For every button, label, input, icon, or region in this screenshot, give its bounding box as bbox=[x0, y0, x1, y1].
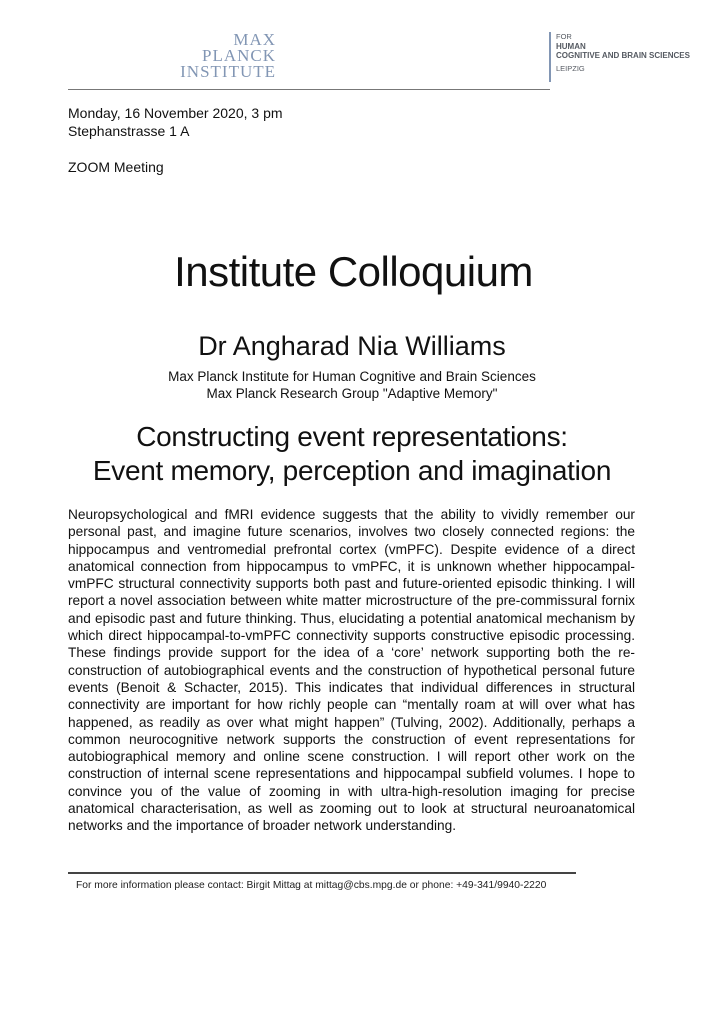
logo-cognitive: COGNITIVE AND BRAIN SCIENCES bbox=[556, 51, 690, 60]
header-divider bbox=[68, 89, 550, 90]
logo-leipzig: LEIPZIG bbox=[556, 63, 585, 73]
abstract-text: Neuropsychological and fMRI evidence suggests that the ability to vividly remember our personal past, and imagine future scenarios, involves two closely connected regions: the hippocampus and ventromedial prefrontal cortex (vmPFC). Despite evidence of a direct anatomical connection from hippocampus to vmPFC, it is unknown whether hippocampal-vmPFC structural connectivity supports both past and future-oriented episodic thinking. I will report a novel association between white matter microstructure of the pre-commissural fornix and episodic past and future thinking. Thus, elucidating a potential anatomical mechanism by which direct hippocampal-to-vmPFC connectivity supports constructive episodic processing. These findings provide support for the idea of a ‘core’ network supporting both the re-construction of autobiographical events and the construction of hypothetical personal future events (Benoit & Schacter, 2015). This indicates that individual differences in structural connectivity are important for how richly people can “mentally roam at will over what has happened, as readily as over what might happen” (Tulving, 2002). Additionally, perhaps a common neurocognitive network supports the construction of event representations for autobiographical memory and online scene construction. I will report other work on the construction of internal scene representations and hippocampal subfield volumes. I hope to convince you of the value of zooming in with ultra-high-resolution imaging for precise anatomical characterisation, as well as zooming out to look at structural neuroanatomical networks and the importance of broader network understanding. bbox=[68, 507, 635, 834]
logo-line-institute: INSTITUTE bbox=[180, 62, 276, 81]
logo-divider bbox=[549, 32, 551, 82]
page-title: Institute Colloquium bbox=[174, 248, 533, 295]
speaker-name: Dr Angharad Nia Williams bbox=[198, 331, 506, 361]
logo-for: FOR bbox=[556, 32, 572, 41]
footer-divider bbox=[68, 872, 576, 874]
logo-human: HUMAN bbox=[556, 41, 586, 51]
footer-contact: For more information please contact: Birgit Mittag at mittag@cbs.mpg.de or phone: +49-341/9940-2220 bbox=[76, 880, 547, 891]
talk-title-line2: Event memory, perception and imagination bbox=[92, 455, 612, 486]
speaker-affiliation bbox=[0, 368, 704, 402]
talk-title bbox=[0, 420, 704, 488]
event-address: Stephanstrasse 1 A bbox=[68, 123, 190, 139]
event-datetime: Monday, 16 November 2020, 3 pm bbox=[68, 105, 283, 121]
affiliation-group: Max Planck Research Group "Adaptive Memory" bbox=[206, 386, 498, 401]
talk-title-line1: Constructing event representations: bbox=[136, 421, 568, 452]
logo-line-max: MAX bbox=[233, 30, 276, 49]
logo-wordmark bbox=[156, 32, 276, 80]
logo-line-planck: PLANCK bbox=[201, 46, 276, 65]
event-venue: ZOOM Meeting bbox=[68, 159, 164, 175]
event-meta bbox=[68, 104, 283, 176]
logo-subtitle bbox=[556, 32, 720, 73]
affiliation-institute: Max Planck Institute for Human Cognitive and Brain Sciences bbox=[168, 369, 536, 384]
